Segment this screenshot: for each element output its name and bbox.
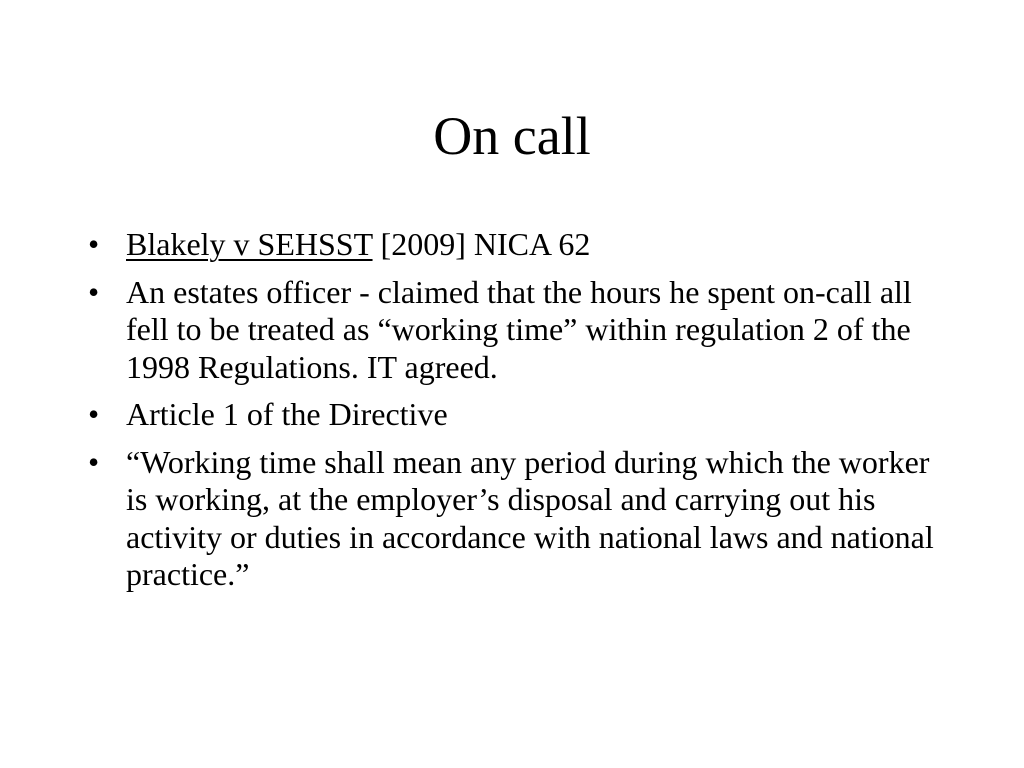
bullet-icon: • bbox=[88, 226, 100, 262]
bullet-icon: • bbox=[88, 443, 100, 480]
bullet-item-article bbox=[86, 396, 946, 434]
case-name: Blakely v SEHSST bbox=[126, 226, 373, 262]
bullet-text: An estates officer - claimed that the hours he spent on-call all fell to be treated as “working time” within regulation 2 of the 1998 Regulations. IT agreed. bbox=[126, 273, 912, 385]
case-citation: [2009] NICA 62 bbox=[372, 226, 591, 262]
slide-title: On call bbox=[433, 106, 591, 166]
bullet-text: “Working time shall mean any period during which the worker is working, at the employer’s disposal and carrying out his activity or duties in accordance with national laws and national practice.” bbox=[126, 443, 934, 592]
bullet-list bbox=[86, 226, 946, 604]
bullet-item-case bbox=[86, 226, 946, 264]
bullet-icon: • bbox=[88, 273, 100, 310]
bullet-text: Article 1 of the Directive bbox=[126, 396, 448, 432]
bullet-icon: • bbox=[88, 396, 100, 432]
bullet-item-definition-quote bbox=[86, 444, 946, 594]
bullet-item-estates-officer bbox=[86, 274, 946, 387]
